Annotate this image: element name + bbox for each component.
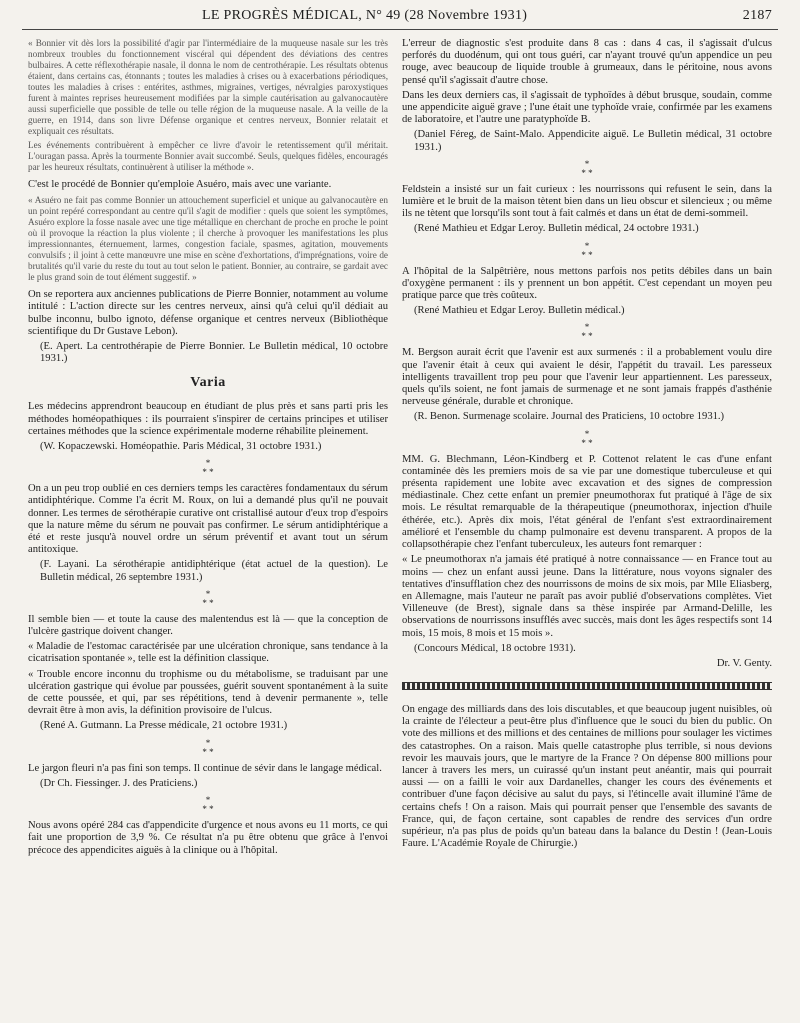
paragraph-salpetriere: A l'hôpital de la Salpêtrière, nous mettons parfois nos petits débiles dans un bain d'oxygène permanent : ils y prennent un bon appétit. C'est cependant un moyen peu pratique parce que très coûteux.: [402, 265, 772, 302]
paragraph-feldstein: Feldstein a insisté sur un fait curieux : les nourrissons qui refusent le sein, dans la lumière et le bruit de la maison tètent bien dans un lieu obscur et silencieux ; ou même ils ne tètent que lorsqu'ils sont tout à fait calmés et dans un état de demi-sommeil.: [402, 183, 772, 220]
reference-gutmann: (René A. Gutmann. La Presse médicale, 21 octobre 1931.): [40, 720, 288, 732]
paragraph-homeopathie: Les médecins apprendront beaucoup en étudiant de plus près et sans parti pris les méthodes homéopathiques : ils pourraient s'inspirer de certains principes et utiliser certaines méthodes que la science expérimentale moderne réhabilite pleinement.: [28, 401, 388, 437]
header-rule: [22, 29, 778, 30]
separator-asterism: * * *: [581, 240, 593, 260]
separator-asterism: * * *: [202, 588, 214, 608]
reference-layani: (F. Layani. La sérothérapie antidiphtérique (état actuel de la question). Le Bulletin médical, 26 septembre 1931.): [40, 559, 388, 583]
reference-apert: (E. Apert. La centrothérapie de Pierre Bonnier. Le Bulletin médical, 10 octobre 1931.): [40, 341, 388, 365]
paragraph-publications: On se reportera aux anciennes publications de Pierre Bonnier, notamment au volume intitulé : L'action directe sur les centres nerveux, ainsi qu'à celui qu'il dédiait au bulbe inconnu, bulbo ignoto, défense organique et centres nerveux (Bibliothèque scientifique du Dr Gustave Lebon).: [28, 289, 388, 337]
reference-mathieu-leroy: (René Mathieu et Edgar Leroy. Bulletin médical, 24 octobre 1931.): [414, 223, 699, 235]
paragraph-appendicite: Nous avons opéré 284 cas d'appendicite d'urgence et nous avons eu 11 morts, ce qui fait une proportion de 3,9 %. Ce résultat n'a pu être obtenu que grâce à l'envoi précoce des appendicites aiguës à la clinique ou à l'hôpital.: [28, 820, 388, 856]
decorative-border: [402, 682, 772, 690]
reference-kopaczewski: (W. Kopaczewski. Homéopathie. Paris Médical, 31 octobre 1931.): [40, 441, 322, 453]
reference-benon: (R. Benon. Surmenage scolaire. Journal des Praticiens, 10 octobre 1931.): [414, 411, 725, 423]
separator-asterism: * * *: [581, 428, 593, 448]
separator-asterism: * * *: [581, 158, 593, 178]
paragraph-definition-provisoire: « Trouble encore inconnu du trophisme ou du métabolisme, se traduisant par une ulcération gastrique qui évolue par poussées, guérit souvent spontanément à la suite de cette poussée, et qui, par ses répétitions, tend à devenir permanente », telle devrait être à mon avis, la définition provisoire de l'ulcus.: [28, 668, 388, 717]
paragraph-faure: On engage des milliards dans des lois discutables, et que beaucoup jugent nuisibles, où la crainte de l'électeur a peut-être plus d'influence que le souci du bien du public. On vote des millions et des millions et des centaines de millions pour soulager les victimes des catastrophes. On a raison. Mais quelle catastrophe plus terrible, si nous devions revoir les mauvais jours, que le martyre de la France ? On dépense 800 millions pour lancer à travers les mers, un cuirassé qu'un instant peut anéantir, mais qui pourrait aussi — on a failli le voir aux Dardanelles, changer les cours des événements et contribuer d'une façon décisive au salut du pays, si l'étincelle avait illuminé l'âme de certains chefs ! On a raison. Mais qui pourrait penser que l'ensemble des savants de France, qui, de façon certaine, sont capables de rendre des services d'un ordre supérieur, n'a pas plus de poids qu'un bateau dans la balance du Destin ! (Jean-Louis Faure. L'Académie Royale de Chirurgie.): [402, 703, 772, 850]
reference-fereg: (Daniel Féreg, de Saint-Malo. Appendicite aiguë. Le Bulletin médical, 31 octobre 1931.): [414, 129, 772, 153]
separator-asterism: * * *: [202, 458, 214, 478]
quote-bonnier-2: Les événements contribuèrent à empêcher ce livre d'avoir le retentissement qu'il méritait. L'ouragan passa. Après la tourmente Bonnier avait succombé. Seuls, quelques fidèles, encouragés par les heureux résultats, continuèrent à utiliser la méthode ».: [28, 140, 388, 172]
paragraph-ulcere: Il semble bien — et toute la cause des malentendus est là — que la conception de l'ulcère gastrique doivent changer.: [28, 613, 388, 638]
quote-bonnier: « Bonnier vit dès lors la possibilité d'agir par l'intermédiaire de la muqueuse nasale sur les très nombreux troubles du fonctionnement viscéral qui dépendent des déviations des centres bulbaires. A cette réflexothérapie nasale, il donna le nom de centrothérapie. Les résultats obtenus étaient, dans certains cas, étonnants ; toutes les maladies à crises ou à exacerbations périodiques, toutes les maladies à crises : entérites, asthmes, migraines, vertiges, névralgies paroxystiques furent à maintes reprises heureusement modifiées par la simple cautérisation au galvanocautère aussi superficielle que possible de telle ou telle région de la muqueuse nasale. A la veille de la guerre, en 1914, dans son livre Défense organique et centres nerveux, Bonnier relatait et expliquait ces résultats.: [28, 38, 388, 136]
author-signature: Dr. V. Genty.: [716, 657, 772, 669]
paragraph-definition-classique: « Maladie de l'estomac caractérisée par une ulcération chronique, sans tendance à la cicatrisation spontanée », telle est la définition classique.: [28, 641, 388, 665]
paragraph-serum: On a un peu trop oublié en ces derniers temps les caractères fondamentaux du sérum antidiphtérique. Comme l'a écrit M. Roux, on lui a demandé plus qu'il ne pouvait donner. Les termes de sérothérapie curative ont cristallisé autour d'eux trop d'espoirs que la nature même du sérum ne pouvait pas confirmer. Le sérum antidiphtérique a été et reste jusqu'à nouvel ordre un sérum préventif et avant tout un sérum antitoxique.: [28, 483, 388, 556]
separator-asterism: * * *: [202, 795, 214, 815]
paragraph-typhoides: Dans les deux derniers cas, il s'agissait de typhoïdes à début brusque, soudain, comme une appendicite aiguë grave ; l'une était une typhoïde vraie, confirmée par les examens de laboratoire, et l'autre une paratyphoïde B.: [402, 89, 772, 126]
reference-fiessinger: (Dr Ch. Fiessinger. J. des Praticiens.): [40, 777, 198, 789]
paragraph-blechmann: MM. G. Blechmann, Léon-Kindberg et P. Cottenot relatent le cas d'une enfant contaminée dès les premiers mois de sa vie par une domestique tuberculeuse et qui présenta rapidement une lobite avec excavation et des signes de compression médiastinale. Chez cette enfant un premier pneumothorax fut pratiqué à l'âge de six mois. Le résultat remarquable de la thérapeutique (pneumothorax, injection d'huile éthérée, etc.). Après dix mois, l'état général de l'enfant s'est extraordinairement amélioré et l'ensemble du champ pulmonaire est devenu transparent. A propos de la collapsothérapie chez l'enfant tuberculeux, les auteurs font remarquer :: [402, 453, 772, 551]
journal-title: LE PROGRÈS MÉDICAL, N° 49 (28 Novembre 1931): [202, 8, 528, 23]
reference-mathieu-leroy-2: (René Mathieu et Edgar Leroy. Bulletin médical.): [414, 305, 625, 317]
quote-asuero: « Asuéro ne fait pas comme Bonnier un attouchement superficiel et unique au galvanocautère en un point repéré correspondant au centre qu'il s'agit de modifier : quels que soient les symptômes, Asuéro explore la fosse nasale avec une tige métallique en cherchant de proche en proche le point où il provoque la réaction la plus violente ; il cherche à provoquer les manifestations les plus impressionnantes, éternuement, larmes, congestion faciale, spasmes, agitation, mouvements convulsifs ; il joint à cette manœuvre une mise en scène d'exhortations, d'imprégnations, voire de brutalités qu'il varie du reste du tout au tout selon le patient. Bonnier, au contraire, se gardait avec le plus grand soin de tout élément suggestif. »: [28, 195, 388, 283]
paragraph-bergson: M. Bergson aurait écrit que l'avenir est aux surmenés : il a probablement voulu dire que l'avenir était à ceux qui avaient le désir, l'appétit du travail. Les paresseux intelligents travaillent trop peu pour que l'avenir leur appartiennent. Les paresseux, quels qu'ils soient, ne font jamais de surmenage et ne sont jamais frappés d'asthénie nerveuse générale, durable et chronique.: [402, 347, 772, 408]
reference-concours-medical: (Concours Médical, 18 octobre 1931).: [414, 642, 576, 654]
page-header: [22, 6, 778, 28]
separator-asterism: * * *: [581, 322, 593, 342]
paragraph-asuero: C'est le procédé de Bonnier qu'emploie Asuéro, mais avec une variante.: [28, 179, 332, 190]
paragraph-jargon: Le jargon fleuri n'a pas fini son temps. Il continue de sévir dans le langage médical.: [28, 762, 382, 774]
page-number: 2187: [742, 8, 772, 23]
quote-pneumothorax: « Le pneumothorax n'a jamais été pratiqué à notre connaissance — en France tout au moins — chez un enfant aussi jeune. Dans la littérature, nous voyons signaler des tentatives d'insufflation chez des nourrissons de moins de six mois, par Mlle Eliasberg, en Allemagne, mais l'auteur ne paraît pas avoir publié d'observations complètes. Viet Villeneuve (de Brest), signale dans sa thèse inspirée par Armand-Delille, les observations de nourrissons insufflés avec succès, mais dont les âges respectifs sont 14 mois, 15 mois, 8 mois et 15 mois ».: [402, 554, 772, 639]
left-column: [28, 38, 388, 860]
separator-asterism: * * *: [202, 737, 214, 757]
right-column: [402, 38, 772, 853]
section-title-varia: Varia: [190, 375, 226, 391]
paragraph-erreur-diagnostic: L'erreur de diagnostic s'est produite dans 8 cas : dans 4 cas, il s'agissait d'ulcus perforés du duodénum, qui ont tous guéri, car n'ayant trouvé qu'un appendice un peu rouge, avec beaucoup de liquide trouble à grumeaux, dans le péritoine, nous avons pensé qu'il s'agissait d'autre chose.: [402, 38, 772, 86]
